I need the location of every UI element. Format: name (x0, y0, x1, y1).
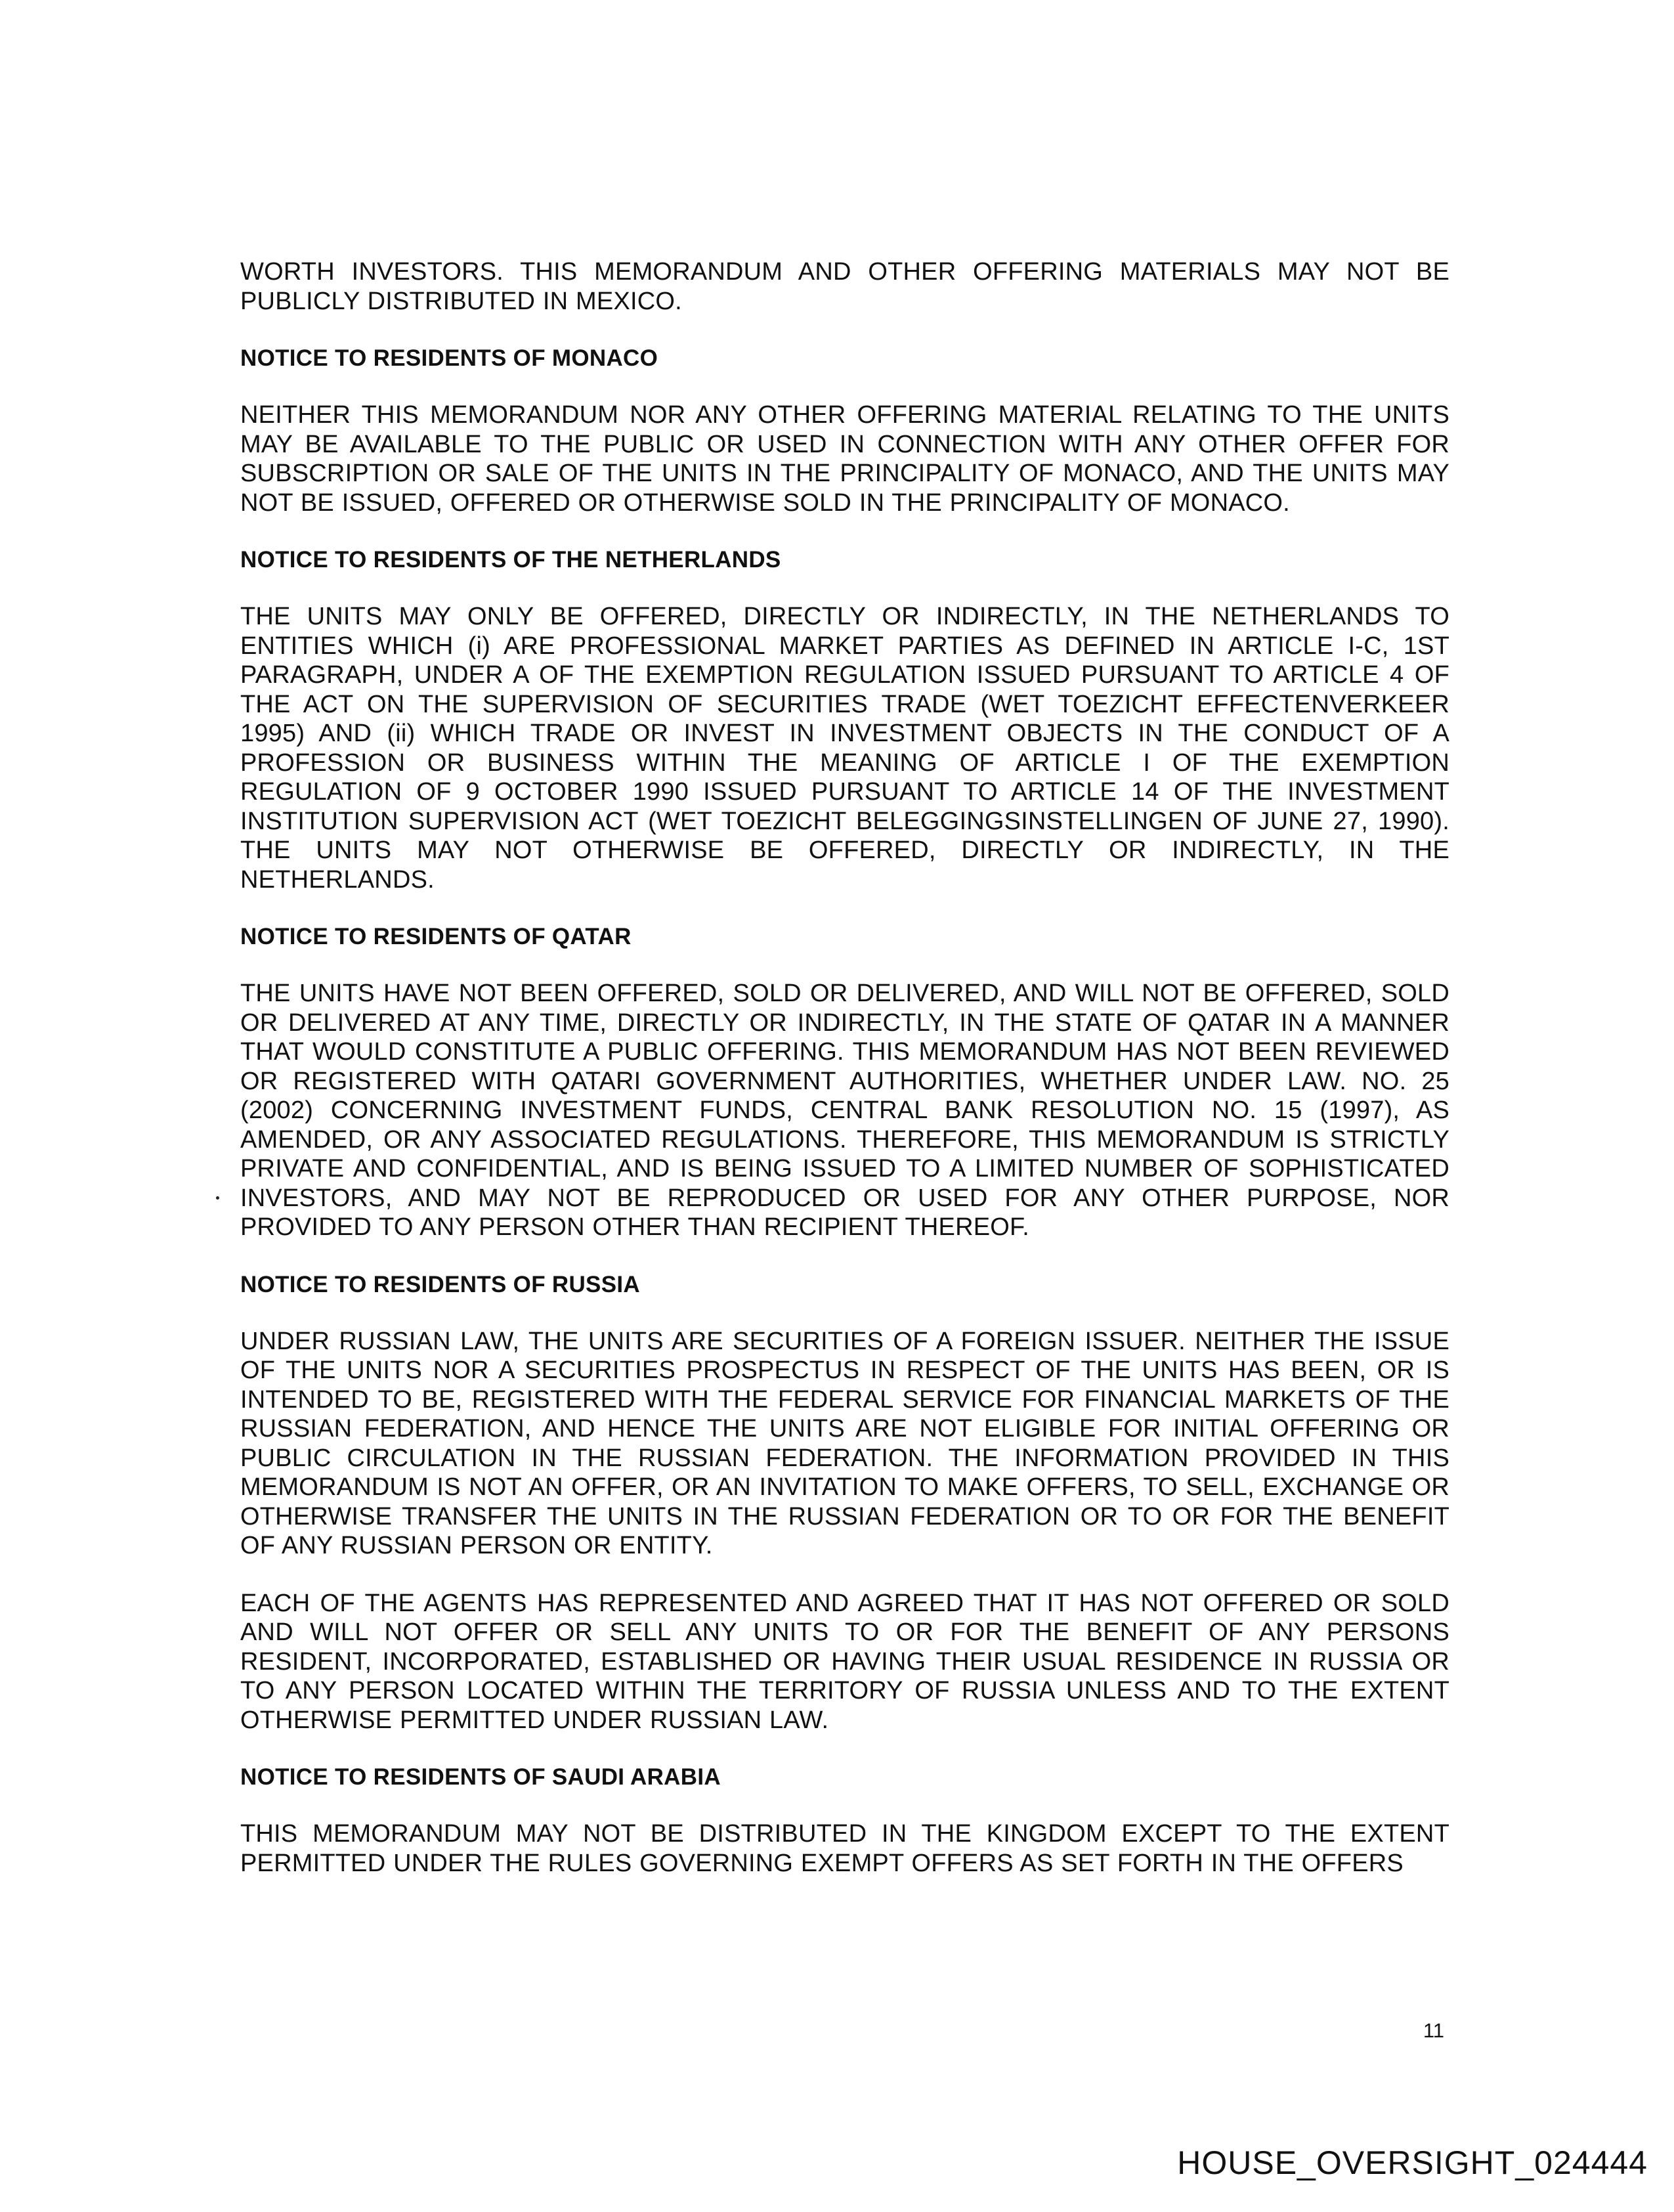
spacer (240, 1242, 1449, 1270)
spacer (240, 316, 1449, 344)
page-number: 11 (1423, 2019, 1444, 2042)
spacer (240, 373, 1449, 401)
paragraph-mexico-continued: WORTH INVESTORS. THIS MEMORANDUM AND OTHER OFFERING MATERIALS MAY NOT BE PUBLICLY DISTRIBUTED IN MEXICO. (240, 258, 1449, 315)
spacer (240, 951, 1449, 979)
spacer (240, 1792, 1449, 1819)
spacer (240, 1299, 1449, 1327)
heading-russia: NOTICE TO RESIDENTS OF RUSSIA (240, 1271, 640, 1297)
paragraph-monaco: NEITHER THIS MEMORANDUM NOR ANY OTHER OFFERING MATERIAL RELATING TO THE UNITS MAY BE AVAILABLE TO THE PUBLIC OR USED IN CONNECTION WITH ANY OTHER OFFER FOR SUBSCRIPTION OR SALE OF THE UNITS IN THE PRINCIPALITY OF MONACO, AND THE UNITS MAY NOT BE ISSUED, OFFERED OR OTHERWISE SOLD IN THE PRINCIPALITY OF MONACO. (240, 401, 1449, 517)
spacer (240, 517, 1449, 546)
document-body (240, 257, 1449, 1878)
scan-artifact-dot (216, 1196, 219, 1200)
spacer (240, 894, 1449, 922)
paragraph-russia-2: EACH OF THE AGENTS HAS REPRESENTED AND AGREED THAT IT HAS NOT OFFERED OR SOLD AND WILL NOT OFFER OR SELL ANY UNITS TO OR FOR THE BENEFIT OF ANY PERSONS RESIDENT, INCORPORATED, ESTABLISHED OR HAVING THEIR USUAL RESIDENCE IN RUSSIA OR TO ANY PERSON LOCATED WITHIN THE TERRITORY OF RUSSIA UNLESS AND TO THE EXTENT OTHERWISE PERMITTED UNDER RUSSIAN LAW. (240, 1589, 1449, 1734)
spacer (240, 1735, 1449, 1763)
spacer (240, 575, 1449, 602)
paragraph-netherlands: THE UNITS MAY ONLY BE OFFERED, DIRECTLY OR INDIRECTLY, IN THE NETHERLANDS TO ENTITIES WHICH (i) ARE PROFESSIONAL MARKET PARTIES AS DEFINED IN ARTICLE I-C, 1ST PARAGRAPH, UNDER A OF THE EXEMPTION REGULATION ISSUED PURSUANT TO ARTICLE 4 OF THE ACT ON THE SUPERVISION OF SECURITIES TRADE (WET TOEZICHT EFFECTENVERKEER 1995) AND (ii) WHICH TRADE OR INVEST IN INVESTMENT OBJECTS IN THE CONDUCT OF A PROFESSION OR BUSINESS WITHIN THE MEANING OF ARTICLE I OF THE EXEMPTION REGULATION OF 9 OCTOBER 1990 ISSUED PURSUANT TO ARTICLE 14 OF THE INVESTMENT INSTITUTION SUPERVISION ACT (WET TOEZICHT BELEGGINGSINSTELLINGEN OF JUNE 27, 1990). THE UNITS MAY NOT OTHERWISE BE OFFERED, DIRECTLY OR INDIRECTLY, IN THE NETHERLANDS. (240, 603, 1449, 894)
bates-number: HOUSE_OVERSIGHT_024444 (1177, 2144, 1648, 2181)
heading-qatar: NOTICE TO RESIDENTS OF QATAR (240, 924, 632, 949)
paragraph-qatar: THE UNITS HAVE NOT BEEN OFFERED, SOLD OR DELIVERED, AND WILL NOT BE OFFERED, SOLD OR DELIVERED AT ANY TIME, DIRECTLY OR INDIRECTLY, IN THE STATE OF QATAR IN A MANNER THAT WOULD CONSTITUTE A PUBLIC OFFERING. THIS MEMORANDUM HAS NOT BEEN REVIEWED OR REGISTERED WITH QATARI GOVERNMENT AUTHORITIES, WHETHER UNDER LAW. NO. 25 (2002) CONCERNING INVESTMENT FUNDS, CENTRAL BANK RESOLUTION NO. 15 (1997), AS AMENDED, OR ANY ASSOCIATED REGULATIONS. THEREFORE, THIS MEMORANDUM IS STRICTLY PRIVATE AND CONFIDENTIAL, AND IS BEING ISSUED TO A LIMITED NUMBER OF SOPHISTICATED INVESTORS, AND MAY NOT BE REPRODUCED OR USED FOR ANY OTHER PURPOSE, NOR PROVIDED TO ANY PERSON OTHER THAN RECIPIENT THEREOF. (240, 980, 1449, 1241)
heading-netherlands: NOTICE TO RESIDENTS OF THE NETHERLANDS (240, 547, 781, 573)
heading-saudi-arabia: NOTICE TO RESIDENTS OF SAUDI ARABIA (240, 1764, 721, 1790)
heading-monaco: NOTICE TO RESIDENTS OF MONACO (240, 345, 658, 371)
paragraph-russia-1: UNDER RUSSIAN LAW, THE UNITS ARE SECURITIES OF A FOREIGN ISSUER. NEITHER THE ISSUE OF THE UNITS NOR A SECURITIES PROSPECTUS IN RESPECT OF THE UNITS HAS BEEN, OR IS INTENDED TO BE, REGISTERED WITH THE FEDERAL SERVICE FOR FINANCIAL MARKETS OF THE RUSSIAN FEDERATION, AND HENCE THE UNITS ARE NOT ELIGIBLE FOR INITIAL OFFERING OR PUBLIC CIRCULATION IN THE RUSSIAN FEDERATION. THE INFORMATION PROVIDED IN THIS MEMORANDUM IS NOT AN OFFER, OR AN INVITATION TO MAKE OFFERS, TO SELL, EXCHANGE OR OTHERWISE TRANSFER THE UNITS IN THE RUSSIAN FEDERATION OR TO OR FOR THE BENEFIT OF ANY RUSSIAN PERSON OR ENTITY. (240, 1327, 1449, 1559)
spacer (240, 1561, 1449, 1589)
paragraph-saudi-arabia: THIS MEMORANDUM MAY NOT BE DISTRIBUTED IN THE KINGDOM EXCEPT TO THE EXTENT PERMITTED UNDER THE RULES GOVERNING EXEMPT OFFERS AS SET FORTH IN THE OFFERS (240, 1820, 1449, 1877)
